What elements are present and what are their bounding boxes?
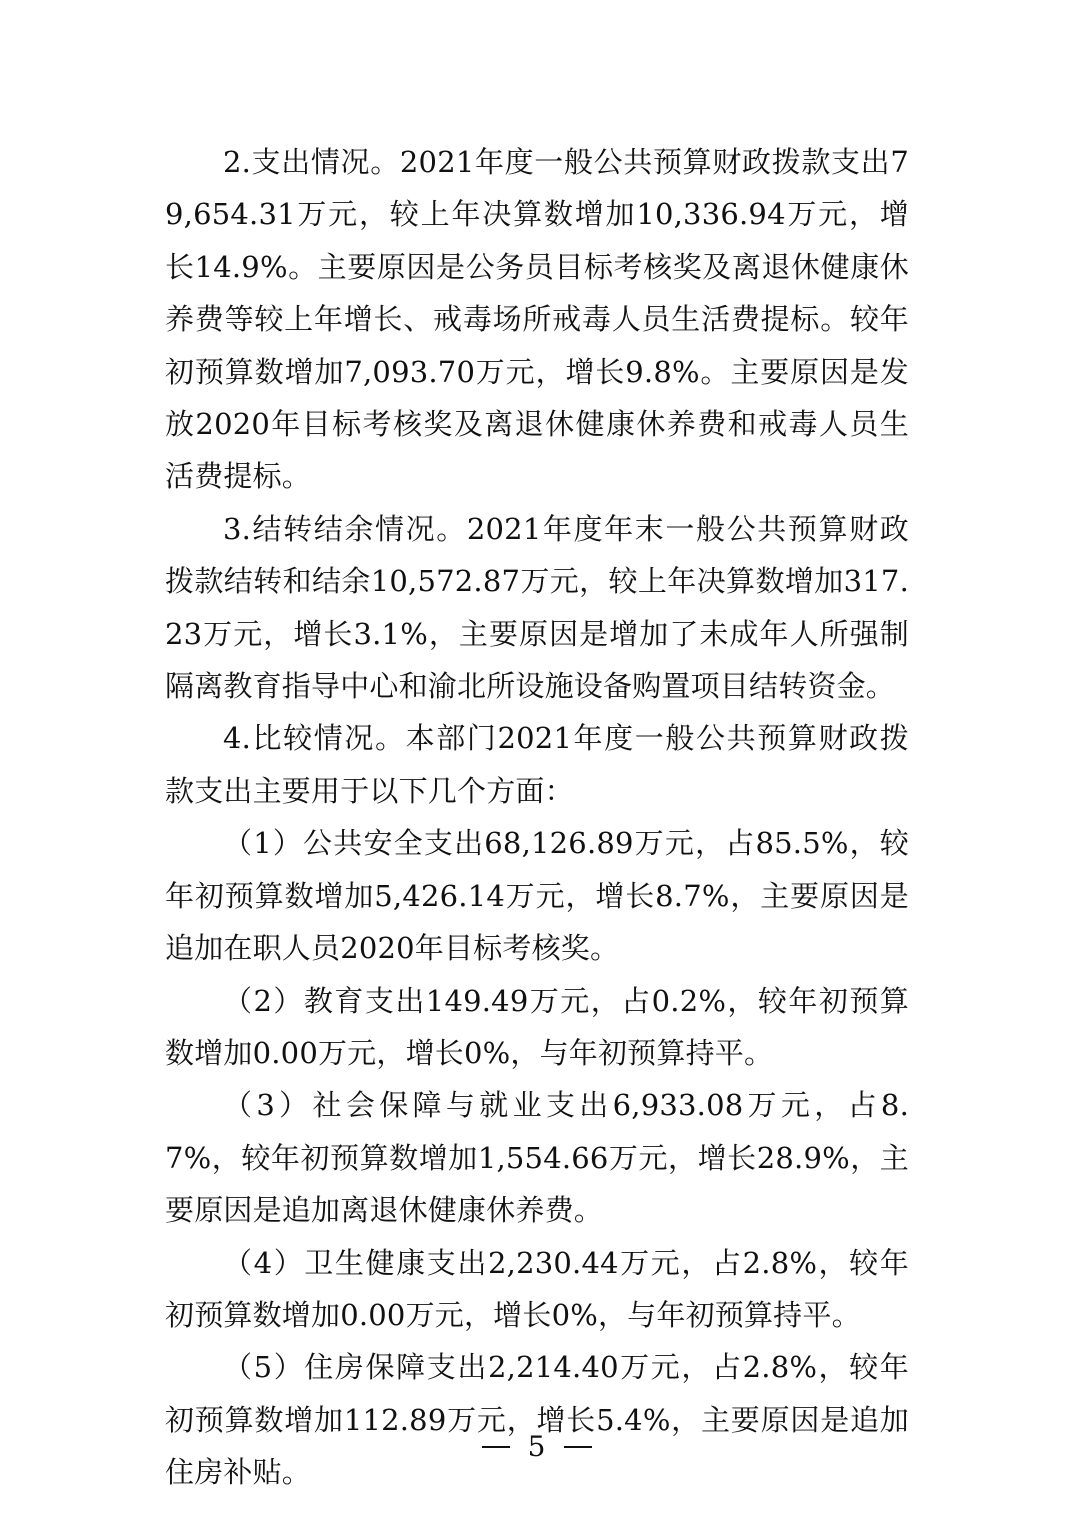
page-footer <box>0 1425 1074 1469</box>
paragraph-expenditure: 2.支出情况。2021年度一般公共预算财政拨款支出79,654.31万元，较上年决算数增加10,336.94万元，增长14.9%。主要原因是公务员目标考核奖及离退休健康休养费等较上年增长、戒毒场所戒毒人员生活费提标。较年初预算数增加7,093.70万元，增长9.8%。主要原因是发放2020年目标考核奖及离退休健康休养费和戒毒人员生活费提标。 <box>165 145 909 494</box>
paragraph-public-security: （1）公共安全支出68,126.89万元，占85.5%，较年初预算数增加5,426.14万元，增长8.7%，主要原因是追加在职人员2020年目标考核奖。 <box>165 826 909 966</box>
paragraph-carryover-balance: 3.结转结余情况。2021年度年末一般公共预算财政拨款结转和结余10,572.87万元，较上年决算数增加317.23万元，增长3.1%，主要原因是增加了未成年人所强制隔离教育指导中心和渝北所设施设备购置项目结转资金。 <box>165 511 909 704</box>
paragraph-education: （2）教育支出149.49万元，占0.2%，较年初预算数增加0.00万元，增长0%，与年初预算持平。 <box>165 983 909 1070</box>
footer-dash-right <box>564 1446 592 1448</box>
page-number: 5 <box>527 1430 547 1463</box>
footer-dash-left <box>482 1446 510 1448</box>
paragraph-health: （4）卫生健康支出2,230.44万元，占2.8%，较年初预算数增加0.00万元，增长0%，与年初预算持平。 <box>165 1245 909 1332</box>
paragraph-comparison-intro: 4.比较情况。本部门2021年度一般公共预算财政拨款支出主要用于以下几个方面： <box>165 721 909 808</box>
document-body <box>165 136 909 1499</box>
paragraph-housing: （5）住房保障支出2,214.40万元，占2.8%，较年初预算数增加112.89万元，增长5.4%，主要原因是追加住房补贴。 <box>165 1350 909 1490</box>
paragraph-social-security: （3）社会保障与就业支出6,933.08万元，占8.7%，较年初预算数增加1,554.66万元，增长28.9%，主要原因是追加离退休健康休养费。 <box>165 1088 909 1228</box>
